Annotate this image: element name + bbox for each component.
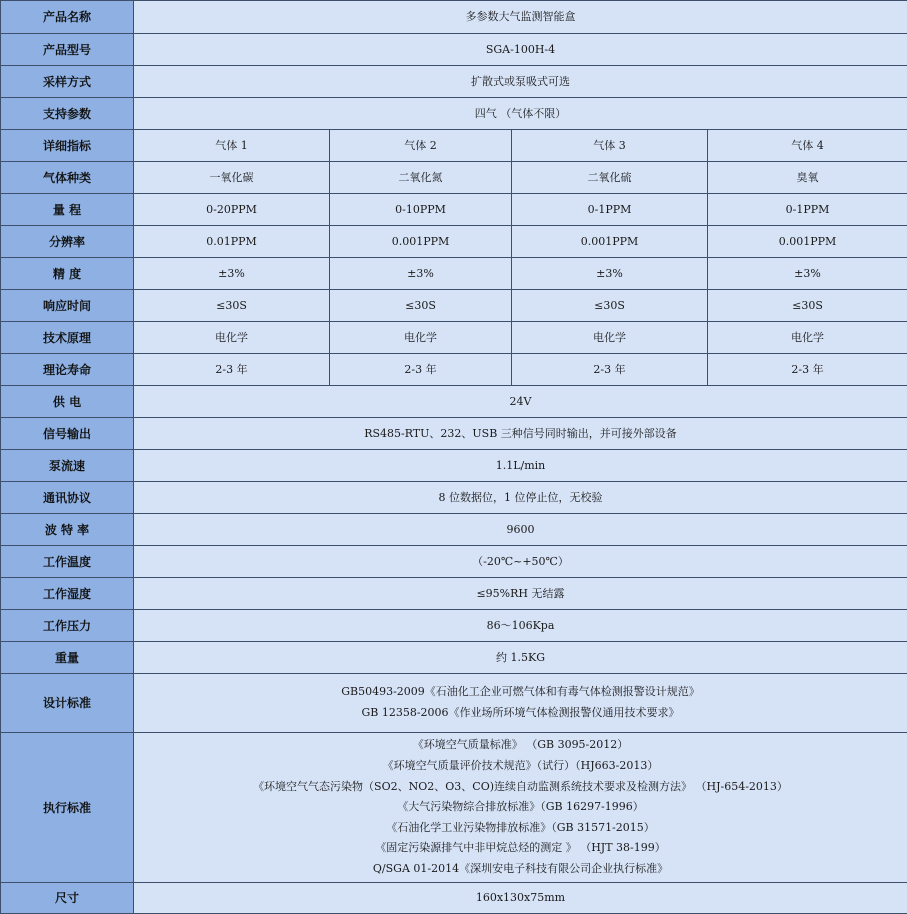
- standard-line: 《环境空气质量评价技术规范》（试行）（HJ663-2013）: [138, 756, 903, 777]
- gas-3-cell: 0.001PPM: [512, 226, 708, 258]
- table-row: [1, 418, 907, 450]
- table-row: [1, 34, 907, 66]
- table-row: [1, 610, 907, 642]
- design-standards-cell: [134, 674, 907, 733]
- row-label: 泵流速: [1, 450, 134, 482]
- row-value: 1.1L/min: [134, 450, 907, 482]
- gas-1-cell: 0.01PPM: [134, 226, 330, 258]
- table-row: [1, 66, 907, 98]
- row-label: 精 度: [1, 258, 134, 290]
- row-label: 执行标准: [1, 733, 134, 883]
- gas-2-cell: ≤30S: [330, 290, 512, 322]
- gas-1-cell: 电化学: [134, 322, 330, 354]
- table-row: [1, 226, 907, 258]
- row-label: 信号输出: [1, 418, 134, 450]
- table-row: [1, 386, 907, 418]
- gas-1-cell: ≤30S: [134, 290, 330, 322]
- table-row: [1, 290, 907, 322]
- standard-line: GB 12358-2006《作业场所环境气体检测报警仪通用技术要求》: [138, 703, 903, 724]
- gas-2-cell: 电化学: [330, 322, 512, 354]
- row-value: ≤95%RH 无结露: [134, 578, 907, 610]
- standard-line: 《环境空气质量标准》 （GB 3095-2012）: [138, 735, 903, 756]
- gas-2-cell: 0.001PPM: [330, 226, 512, 258]
- gas-4-cell: 2-3 年: [708, 354, 907, 386]
- table-row: [1, 578, 907, 610]
- row-label: 尺寸: [1, 883, 134, 914]
- row-value: 86～106Kpa: [134, 610, 907, 642]
- table-row: [1, 450, 907, 482]
- row-value: RS485-RTU、232、USB 三种信号同时输出，并可接外部设备: [134, 418, 907, 450]
- table-row: [1, 674, 907, 733]
- row-label: 技术原理: [1, 322, 134, 354]
- table-row: [1, 1, 907, 34]
- standard-line: Q/SGA 01-2014《深圳安电子科技有限公司企业执行标准》: [138, 859, 903, 880]
- row-label: 支持参数: [1, 98, 134, 130]
- row-value: SGA-100H-4: [134, 34, 907, 66]
- gas-3-cell: 电化学: [512, 322, 708, 354]
- gas-4-cell: ±3%: [708, 258, 907, 290]
- gas-4-cell: 0.001PPM: [708, 226, 907, 258]
- table-row: [1, 514, 907, 546]
- gas-1-cell: 一氧化碳: [134, 162, 330, 194]
- row-label: 工作湿度: [1, 578, 134, 610]
- gas-3-cell: 二氧化硫: [512, 162, 708, 194]
- gas-2-cell: 二氧化氮: [330, 162, 512, 194]
- gas-4-cell: 气体 4: [708, 130, 907, 162]
- row-label: 量 程: [1, 194, 134, 226]
- row-label: 气体种类: [1, 162, 134, 194]
- row-label: 工作压力: [1, 610, 134, 642]
- row-label: 工作温度: [1, 546, 134, 578]
- row-value: 多参数大气监测智能盒: [134, 1, 907, 34]
- row-label: 重量: [1, 642, 134, 674]
- standard-line: 《大气污染物综合排放标准》（GB 16297-1996）: [138, 797, 903, 818]
- row-label: 理论寿命: [1, 354, 134, 386]
- gas-3-cell: 2-3 年: [512, 354, 708, 386]
- gas-1-cell: 气体 1: [134, 130, 330, 162]
- table-row: [1, 98, 907, 130]
- standard-line: 《环境空气气态污染物（SO2、NO2、O3、CO)连续自动监测系统技术要求及检测方法》 （HJ-654-2013）: [138, 777, 903, 798]
- table-row: [1, 162, 907, 194]
- row-label: 设计标准: [1, 674, 134, 733]
- gas-2-cell: ±3%: [330, 258, 512, 290]
- row-value: 160x130x75mm: [134, 883, 907, 914]
- row-value: 扩散式或泵吸式可选: [134, 66, 907, 98]
- gas-1-cell: ±3%: [134, 258, 330, 290]
- gas-4-cell: 电化学: [708, 322, 907, 354]
- gas-1-cell: 0-20PPM: [134, 194, 330, 226]
- gas-1-cell: 2-3 年: [134, 354, 330, 386]
- standard-line: GB50493-2009《石油化工企业可燃气体和有毒气体检测报警设计规范》: [138, 682, 903, 703]
- gas-3-cell: 气体 3: [512, 130, 708, 162]
- row-label: 详细指标: [1, 130, 134, 162]
- row-label: 产品名称: [1, 1, 134, 34]
- spec-table-body: [1, 1, 907, 914]
- gas-4-cell: 0-1PPM: [708, 194, 907, 226]
- gas-3-cell: ≤30S: [512, 290, 708, 322]
- row-label: 通讯协议: [1, 482, 134, 514]
- row-label: 产品型号: [1, 34, 134, 66]
- row-value: 9600: [134, 514, 907, 546]
- table-row: [1, 482, 907, 514]
- row-label: 波 特 率: [1, 514, 134, 546]
- row-value: （-20℃~+50℃）: [134, 546, 907, 578]
- row-label: 分辨率: [1, 226, 134, 258]
- gas-3-cell: 0-1PPM: [512, 194, 708, 226]
- gas-3-cell: ±3%: [512, 258, 708, 290]
- table-row: [1, 194, 907, 226]
- execution-standards-cell: [134, 733, 907, 883]
- table-row: [1, 354, 907, 386]
- table-row: [1, 546, 907, 578]
- row-value: 四气 （气体不限）: [134, 98, 907, 130]
- gas-2-cell: 气体 2: [330, 130, 512, 162]
- table-row: [1, 130, 907, 162]
- row-value: 8 位数据位，1 位停止位，无校验: [134, 482, 907, 514]
- row-value: 约 1.5KG: [134, 642, 907, 674]
- table-row: [1, 322, 907, 354]
- gas-2-cell: 2-3 年: [330, 354, 512, 386]
- row-value: 24V: [134, 386, 907, 418]
- gas-4-cell: 臭氧: [708, 162, 907, 194]
- gas-2-cell: 0-10PPM: [330, 194, 512, 226]
- gas-4-cell: ≤30S: [708, 290, 907, 322]
- row-label: 采样方式: [1, 66, 134, 98]
- standard-line: 《固定污染源排气中非甲烷总烃的测定 》 （HJT 38-199）: [138, 838, 903, 859]
- standard-line: 《石油化学工业污染物排放标准》（GB 31571-2015）: [138, 818, 903, 839]
- row-label: 供 电: [1, 386, 134, 418]
- table-row: [1, 642, 907, 674]
- table-row: [1, 258, 907, 290]
- table-row: [1, 733, 907, 883]
- row-label: 响应时间: [1, 290, 134, 322]
